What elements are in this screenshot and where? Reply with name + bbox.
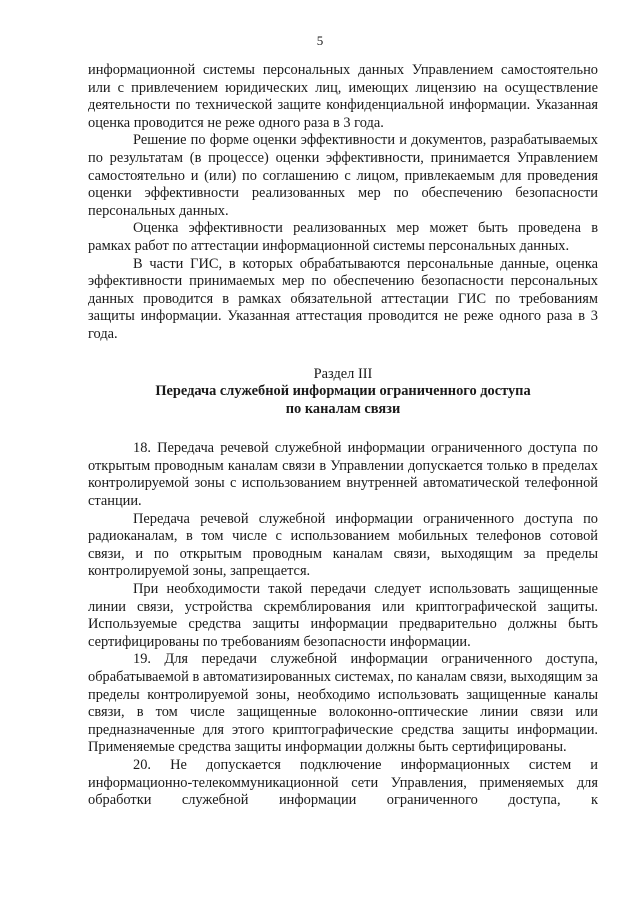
paragraph: 20. Не допускается подключение информационных систем и информационно-телекоммуникационной сети Управления, применяемых для обработки служебной информации ограниченного доступа, к	[88, 756, 598, 809]
paragraph: информационной системы персональных данных Управлением самостоятельно или с привлечением юридических лиц, имеющих лицензию на осуществление деятельности по технической защите конфиденциальной информации. Указанная оценка проводится не реже одного раза в 3 года.	[88, 62, 598, 131]
page-number: 5	[316, 33, 324, 48]
paragraph: 19. Для передачи служебной информации ограниченного доступа, обрабатываемой в автоматизированных системах, по каналам связи, выходящим за пределы контролируемой зоны, необходимо использовать защищенные каналы связи, в том числе защищенные волоконно-оптические линии связи или предназначенные для этого криптографические средства защиты информации. Применяемые средства защиты информации должны быть сертифицированы.	[88, 651, 598, 756]
section-heading: Раздел III	[313, 365, 373, 382]
paragraph: Оценка эффективности реализованных мер может быть проведена в рамках работ по аттестации информационной системы персональных данных.	[88, 220, 598, 254]
paragraph: 18. Передача речевой служебной информации ограниченного доступа по открытым проводным каналам связи в Управлении допускается только в пределах контролируемой зоны с использованием внутренней автоматической телефонной станции.	[88, 440, 598, 510]
paragraph: Передача речевой служебной информации ограниченного доступа по радиоканалам, в том числе с использованием мобильных телефонов сотовой связи, и по открытым проводным каналам связи, выходящим за пределы контролируемой зоны, запрещается.	[88, 510, 598, 580]
spacer	[88, 344, 598, 366]
document-body	[88, 62, 598, 810]
paragraphs-top	[88, 62, 598, 344]
paragraph: Решение по форме оценки эффективности и документов, разрабатываемых по результатам (в процессе) оценки эффективности, принимается Управлением самостоятельно и (или) по соглашению с лицом, привлекаемым для проведения оценки эффективности реализованных мер по обеспечению безопасности персональных данных.	[88, 132, 598, 219]
spacer	[88, 418, 598, 440]
section-title-line-2: по каналам связи	[285, 400, 401, 417]
paragraphs-bottom	[88, 440, 598, 809]
paragraph: При необходимости такой передачи следует использовать защищенные линии связи, устройства скремблирования или криптографической защиты. Используемые средства защиты информации предварительно должны быть сертифицированы по требованиям безопасности информации.	[88, 581, 598, 650]
section-title-line-1: Передача служебной информации ограниченного доступа	[155, 383, 531, 400]
paragraph: В части ГИС, в которых обрабатываются персональные данные, оценка эффективности принимаемых мер по обеспечению безопасности персональных данных проводится в рамках обязательной аттестации ГИС по требованиям защиты информации. Указанная аттестация проводится не реже одного раза в 3 года.	[88, 255, 598, 342]
